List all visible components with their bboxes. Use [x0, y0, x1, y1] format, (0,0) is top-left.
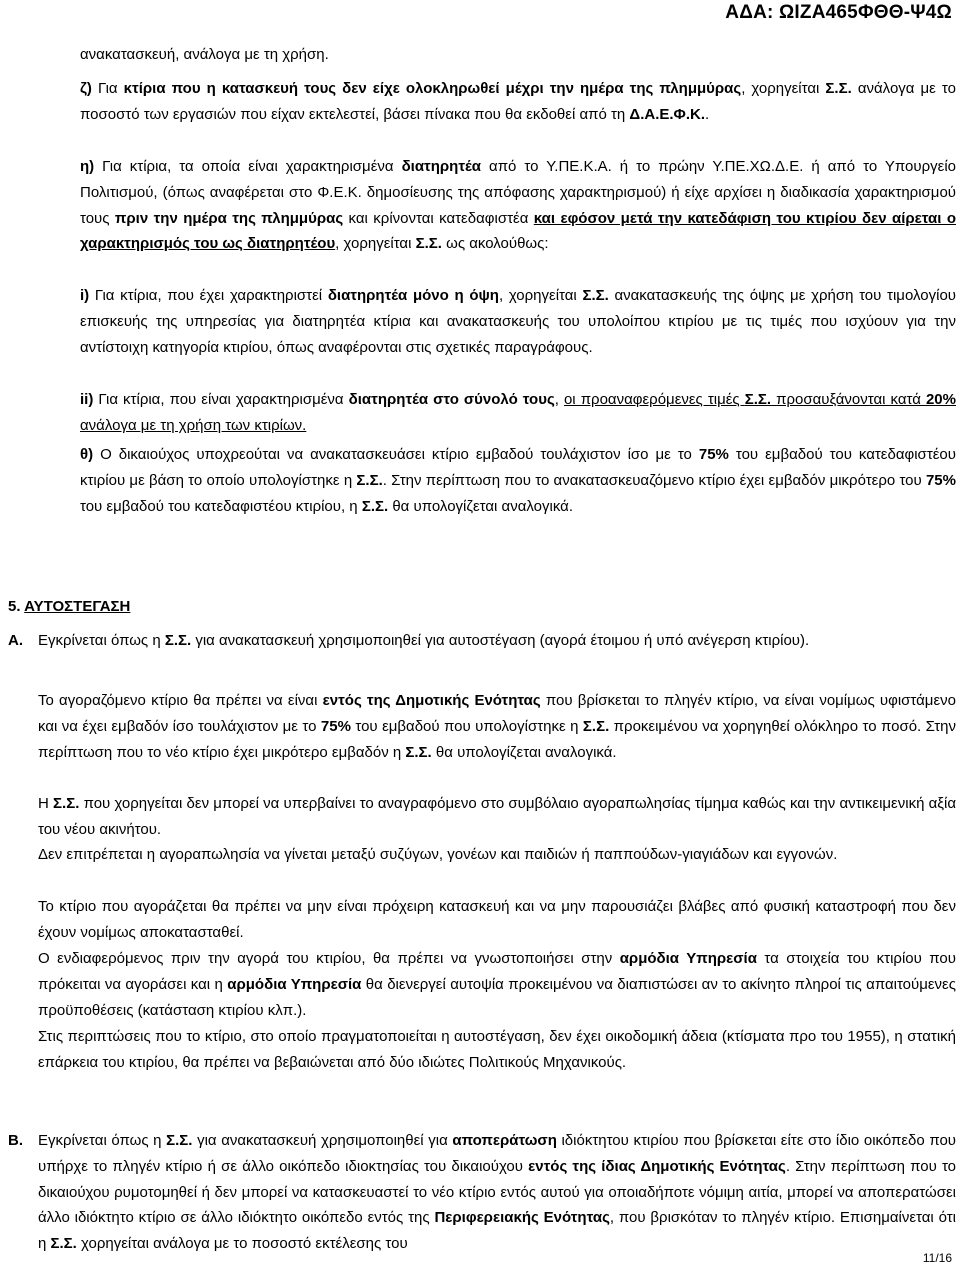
text-run: προσαυξάνονται κατά [771, 391, 926, 408]
text-run: ανακατασκευή, ανάλογα με τη χρήση. [80, 46, 329, 63]
paragraph-a-intro [38, 628, 956, 654]
text-run: Σ.Σ. [50, 1235, 77, 1253]
paragraph-a-4 [38, 894, 956, 946]
text-run: Σ.Σ. [744, 391, 772, 408]
text-run: ζ) [80, 80, 98, 97]
paragraph-eta [80, 154, 956, 257]
text-run: διατηρητέα [401, 158, 482, 175]
text-run: τα στοιχεία του κτιρίου που πρόκειται να αγοράσει και η [38, 950, 956, 993]
text-run: , που βρισκόταν το πληγέν κτίριο. Επισημαίνεται ότι η [38, 1209, 956, 1253]
text-run: Δ.Α.Ε.Φ.Κ. [629, 105, 706, 123]
text-run: από το Υ.ΠΕ.Κ.Α. ή το πρώην Υ.ΠΕ.ΧΩ.Δ.Ε. ή από το Υπουργείο Πολιτισμού, (όπως αναφέρεται στο Φ.Ε.Κ. δημοσίευσης της απόφασης χαρακτηρισμού) ή είχε αρχίσει η διαδικασία χαρακτηρισμού τους [80, 158, 956, 227]
text-run: του εμβαδού του κατεδαφιστέου κτιρίου, η [80, 497, 362, 515]
text-run: του εμβαδού του κατεδαφιστέου κτιρίου με βάση το οποίο υπολογίστηκε η [80, 446, 956, 489]
text-run: Σ.Σ. [415, 235, 442, 253]
text-run: θ) [80, 446, 101, 463]
text-run: ΑΥΤΟΣΤΕΓΑΣΗ [24, 598, 131, 615]
text-run: . Στην περίπτωση που το ανακατασκευαζόμενο κτίριο έχει εμβαδόν μικρότερο του [382, 471, 926, 489]
text-run: Σ.Σ. [166, 1132, 193, 1149]
text-run: Σ.Σ. [53, 795, 80, 812]
paragraph-a-6 [38, 1024, 956, 1076]
text-run: 75% [698, 446, 729, 463]
text-run: Για κτίρια, τα οποία είναι χαρακτηρισμένα [102, 158, 402, 175]
section-b-marker: Β. [8, 1132, 23, 1149]
text-run: οι προαναφερόμενες τιμές [563, 391, 745, 408]
text-run: . [705, 105, 710, 123]
text-run: Σ.Σ. [356, 471, 383, 489]
text-run: , χορηγείται [335, 235, 416, 253]
paragraph-theta [80, 442, 956, 519]
paragraph-b [38, 1128, 956, 1257]
text-run: ii) [80, 391, 99, 408]
text-run: θα διενεργεί αυτοψία προκειμένου να διαπιστώσει αν το ακίνητο πληροί τις απαιτούμενες προϋποθέσεις (κατάσταση κτιρίου κλπ.). [38, 975, 956, 1019]
text-run: Το κτίριο που αγοράζεται θα πρέπει να μην είναι πρόχειρη κατασκευή και να μην παρουσιάζει βλάβες από φυσική καταστροφή που δεν έχουν νομίμως αποκατασταθεί. [38, 898, 956, 941]
page-number: 11/16 [922, 1251, 952, 1265]
text-run: Σ.Σ. [164, 632, 192, 649]
text-run: Για κτίρια, που έχει χαρακτηριστεί [94, 287, 328, 304]
text-run: Εγκρίνεται όπως η [38, 632, 165, 649]
text-run: Η [38, 795, 54, 812]
text-run: Σ.Σ. [582, 287, 609, 304]
paragraph-zeta [80, 76, 956, 128]
text-run: αρμόδια Υπηρεσία [227, 975, 362, 993]
text-run: κτίρια που η κατασκευή τους δεν είχε ολοκληρωθεί μέχρι την ημέρα της πλημμύρας [123, 80, 742, 97]
text-run: εντός της Δημοτικής Ενότητας [322, 692, 541, 709]
text-run: και κρίνονται κατεδαφιστέα [343, 209, 534, 227]
paragraph-a-3 [38, 842, 956, 868]
text-run: προκειμένου να χορηγηθεί ολόκληρο το ποσό. Στην περίπτωση που το νέο κτίριο έχει μικρότερο εμβαδόν η [38, 717, 956, 761]
text-run: Ο δικαιούχος υποχρεούται να ανακατασκευάσει κτίριο εμβαδού τουλάχιστον ίσο με το [100, 446, 699, 463]
text-run: ανάλογα με το ποσοστό των εργασιών που είχαν εκτελεστεί, βάσει πίνακα που θα εκδοθεί από τη [80, 80, 956, 123]
text-run: που χορηγείται δεν μπορεί να υπερβαίνει το αναγραφόμενο στο συμβόλαιο αγοραπωλησίας τίμημα καθώς και την αντικειμενική αξία του νέου ακινήτου. [38, 795, 956, 838]
text-run: εντός της ίδιας Δημοτικής Ενότητας [528, 1157, 786, 1175]
paragraph-ii [80, 387, 956, 439]
text-run: χορηγείται ανάλογα με το ποσοστό εκτέλεσης του [76, 1235, 408, 1253]
paragraph-i [80, 283, 956, 360]
text-run: αρμόδια Υπηρεσία [619, 950, 757, 967]
text-run: διατηρητέα στο σύνολό τους [348, 391, 555, 408]
text-run: Σ.Σ. [825, 80, 852, 97]
text-run: που βρίσκεται το πληγέν κτίριο, να είναι νομίμως υφιστάμενο και να έχει εμβαδόν ίσο τουλάχιστον με το [38, 692, 956, 735]
text-run: 5. [8, 598, 25, 615]
text-run: διατηρητέα μόνο η όψη [327, 287, 499, 304]
paragraph-continuation [80, 42, 940, 68]
text-run: , [554, 391, 564, 408]
text-run: Σ.Σ. [405, 743, 432, 761]
section-a-marker: Α. [8, 632, 23, 649]
text-run: Στις περιπτώσεις που το κτίριο, στο οποίο πραγματοποιείται η αυτοστέγαση, δεν έχει οικοδομική άδεια (κτίσματα προ του 1955), η στατική επάρκεια του κτιρίου, θα πρέπει να βεβαιώνεται από δύο ιδιώτες Πολιτικούς Μηχανικούς. [38, 1028, 956, 1071]
text-run: Το αγοραζόμενο κτίριο θα πρέπει να είναι [38, 692, 323, 709]
text-run: 20% [925, 391, 956, 408]
text-run: θα υπολογίζεται αναλογικά. [431, 743, 617, 761]
text-run: , χορηγείται [498, 287, 583, 304]
paragraph-a-5 [38, 946, 956, 1023]
text-run: και εφόσον μετά την κατεδάφιση του κτιρίου δεν αίρεται ο χαρακτηρισμός του ως διατηρητέου [80, 209, 957, 253]
text-run: για ανακατασκευή χρησιμοποιηθεί για αυτοστέγαση (αγορά έτοιμου ή υπό ανέγερση κτιρίου). [191, 632, 810, 649]
text-run: η) [80, 158, 103, 175]
text-run: . Στην περίπτωση που το δικαιούχου ρυμοτομηθεί ή δεν μπορεί να κατασκευαστεί το νέο κτίριο εντός αυτού για οποιαδήποτε νόμιμη αιτία, μπορεί να αποπερατώσει άλλο ιδιόκτητο κτίριο σε άλλο ιδιόκτητο οικόπεδο εντός της [38, 1157, 957, 1227]
text-run: Για κτίρια, που είναι χαρακτηρισμένα [98, 391, 349, 408]
text-run: 75% [320, 717, 351, 735]
text-run: ανάλογα με τη χρήση των κτιρίων. [80, 416, 307, 434]
text-run: ιδιόκτητου κτιρίου που βρίσκεται είτε στο ίδιο οικόπεδο που υπήρχε το πληγέν κτίριο ή σε άλλο οικόπεδο ιδιοκτησίας του δικαιούχου [38, 1132, 957, 1175]
text-run: Περιφερειακής Ενότητας [434, 1209, 610, 1227]
text-run: για ανακατασκευή χρησιμοποιηθεί για [192, 1132, 453, 1149]
text-run: του εμβαδού που υπολογίστηκε η [350, 717, 583, 735]
text-run: Εγκρίνεται όπως η [38, 1132, 167, 1149]
text-run: ως ακολούθως: [441, 235, 549, 253]
text-run: ανακατασκευής της όψης με χρήση του τιμολογίου επισκευής της υπηρεσίας για διατηρητέα κτίρια και ανακατασκευής του υπολοίπου κτιρίου με τις τιμές που ισχύουν για την αντίστοιχη κατηγορία κτιρίου, όπως αναφέρονται στις σχετικές παραγράφους. [80, 287, 956, 356]
text-run: , χορηγείται [741, 80, 826, 97]
text-run: 75% [925, 471, 956, 489]
paragraph-a-2 [38, 791, 956, 843]
text-run: Ο ενδιαφερόμενος πριν την αγορά του κτιρίου, θα πρέπει να γνωστοποιήσει στην [38, 950, 620, 967]
text-run: Δεν επιτρέπεται η αγοραπωλησία να γίνεται μεταξύ συζύγων, γονέων και παιδιών ή παππούδων-γιαγιάδων και εγγονών. [38, 846, 838, 863]
section-heading [8, 594, 608, 620]
text-run: Για [97, 80, 124, 97]
text-run: Σ.Σ. [361, 497, 389, 515]
paragraph-a-1 [38, 688, 956, 765]
text-run: θα υπολογίζεται αναλογικά. [388, 497, 573, 515]
ada-header: ΑΔΑ: ΩΙΖΑ465ΦΘΘ-Ψ4Ω [725, 2, 952, 23]
text-run: πριν την ημέρα της πλημμύρας [114, 209, 344, 227]
text-run: Σ.Σ. [582, 717, 610, 735]
text-run: i) [80, 287, 95, 304]
text-run: αποπεράτωση [452, 1132, 557, 1149]
